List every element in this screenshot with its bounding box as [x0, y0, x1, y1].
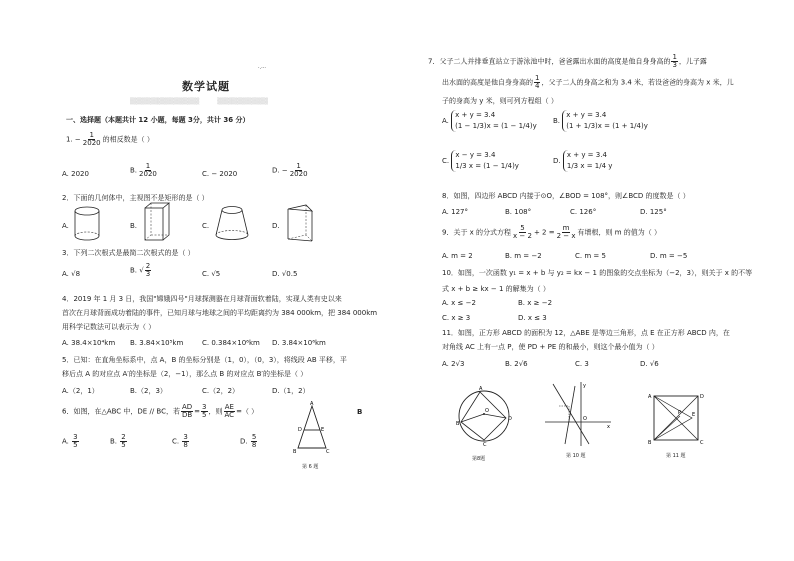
svg-text:E: E	[692, 412, 696, 418]
q2-option-c[interactable]: C.	[202, 222, 210, 230]
q4-option-b[interactable]: B. 3.84×10⁵km	[130, 339, 184, 347]
fig11-caption: 第 11 题	[666, 453, 686, 459]
svg-text:P: P	[678, 410, 682, 416]
q11-option-a[interactable]: A. 2√3	[442, 360, 465, 368]
q4-option-a[interactable]: A. 38.4×10⁴km	[62, 339, 116, 347]
question-7-line1: 7．父子二人并排垂直站立于游泳池中时，爸爸露出水面的高度是他自身身高的 $\frac{1}{3}$ ，儿子露	[428, 53, 707, 69]
q8-option-d[interactable]: D. 125°	[640, 208, 667, 216]
q1-option-c[interactable]: C. − 2020	[202, 170, 238, 178]
question-3: 3．下列二次根式是最简二次根式的是（ ）	[62, 249, 195, 257]
q8-option-a[interactable]: A. 127°	[442, 208, 468, 216]
square-figure-q11	[648, 392, 706, 444]
q5-option-a[interactable]: A.（2，1）	[62, 387, 99, 395]
q2-option-b[interactable]: B.	[130, 222, 138, 230]
question-10-line2: 式 x + b ≥ kx − 1 的解集为（ ）	[442, 285, 550, 293]
fig6-label-b: B	[293, 449, 297, 455]
q3-option-d[interactable]: D. √0.5	[272, 270, 298, 278]
fig6-label-d: D	[298, 427, 302, 433]
q3-option-b[interactable]: B. √ $\frac{2}{3}$	[130, 262, 151, 278]
triangle-figure-q6	[292, 402, 332, 454]
cylinder-figure	[74, 206, 104, 242]
q6-option-b[interactable]: B. $\frac{2}{5}$	[110, 433, 126, 449]
question-1: 1. − $\frac{1}{2020}$ 的相反数是（ ）	[66, 131, 154, 147]
q7-option-d[interactable]: D. x + y = 3.4 1/3 x = 1/4 y	[553, 150, 612, 172]
svg-text:A: A	[479, 386, 483, 392]
q8-option-b[interactable]: B. 108°	[505, 208, 532, 216]
q6-option-a[interactable]: A. $\frac{3}{5}$	[62, 433, 78, 449]
q1-option-d[interactable]: D. − $\frac{1}{2020}$	[272, 162, 308, 178]
q10-option-a[interactable]: A. x ≤ −2	[442, 299, 476, 307]
q1-option-a[interactable]: A. 2020	[62, 170, 89, 178]
question-4-line1: 4．2019 年 1 月 3 日，我国"嫦娥四号"月球探测器在月球背面软着陆，实现人类有史以来	[62, 295, 342, 303]
q8-option-c[interactable]: C. 126°	[570, 208, 597, 216]
q7-option-c[interactable]: C. x − y = 3.4 1/3 x = (1 − 1/4)y	[442, 150, 519, 172]
q3-option-a[interactable]: A. √8	[62, 270, 81, 278]
question-5-line2: 移后点 A 的对应点 A′的坐标是（2，−1），那么点 B 的对应点 B′的坐标是（ ）	[62, 370, 308, 378]
q9-option-c[interactable]: C. m = 5	[575, 252, 606, 260]
q9-option-d[interactable]: D. m = −5	[650, 252, 688, 260]
question-7-line3: 子的身高为 y 米，则可列方程组（ ）	[442, 97, 558, 105]
question-6: 6．如图，在△ABC 中，DE // BC，若 $\frac{AD}{DB}$ = $\frac{3}{5}$ ，则 $\frac{AE}{AC}$ =（ ）	[62, 403, 259, 419]
question-5-line1: 5．已知：在直角坐标系中，点 A，B 的坐标分别是（1，0），（0，3），将线段 AB 平移，平	[62, 356, 347, 364]
frustum-figure	[214, 205, 250, 241]
q9-option-a[interactable]: A. m = 2	[442, 252, 473, 260]
page-title: 数学试题	[182, 80, 230, 93]
question-11-line1: 11．如图，正方形 ABCD 的面积为 12，△ABE 是等边三角形，点 E 在正方形 ABCD 内，在	[442, 329, 730, 337]
q10-option-c[interactable]: C. x ≥ 3	[442, 314, 471, 322]
circle-figure-q8	[456, 388, 516, 448]
fig6-label-c: C	[326, 449, 330, 455]
svg-text:x: x	[607, 424, 610, 430]
q2-option-a[interactable]: A.	[62, 222, 69, 230]
q6-option-c[interactable]: C. $\frac{3}{8}$	[172, 433, 188, 449]
q11-option-c[interactable]: C. 3	[575, 360, 589, 368]
fig6-caption: 第 6 题	[302, 464, 319, 470]
question-7-line2: 出水面的高度是他自身身高的 $\frac{1}{4}$ ，父子二人的身高之和为 3.4 米，若设爸爸的身高为 x 米，儿	[442, 74, 734, 90]
q7-option-a[interactable]: A. x + y = 3.4 (1 − 1/3)x = (1 − 1/4)y	[442, 110, 537, 132]
section-heading: 一、选择题（本题共计 12 小题，每题 3分，共计 36 分）	[66, 116, 250, 124]
svg-text:y: y	[583, 383, 586, 389]
blurred-info-line: ▒▒▒▒▒▒▒▒▒▒▒▒▒▒▒ ▒▒▒▒▒▒▒▒▒▒▒	[130, 98, 268, 105]
q10-option-d[interactable]: D. x ≤ 3	[518, 314, 547, 322]
q7-option-b[interactable]: B. x + y = 3.4 (1 + 1/3)x = (1 + 1/4)y	[553, 110, 648, 132]
question-4-line3: 用科学记数法可以表示为（ ）	[62, 323, 156, 331]
fig6-label-a: A	[310, 401, 314, 407]
graph-figure-q10	[545, 382, 615, 448]
q11-option-d[interactable]: D. √6	[640, 360, 659, 368]
svg-text:O: O	[485, 408, 489, 414]
cuboid-figure	[143, 202, 171, 242]
svg-text:B: B	[456, 421, 460, 427]
stray-mark: B	[357, 408, 363, 416]
svg-text:O: O	[583, 416, 587, 422]
fig10-caption: 第 10 题	[566, 453, 586, 459]
question-8: 8．如图，四边形 ABCD 内接于⊙O，∠BOD = 108°，则∠BCD 的度数是（ ）	[442, 192, 690, 200]
q3-option-c[interactable]: C. √5	[202, 270, 221, 278]
q4-option-d[interactable]: D. 3.84×10⁶km	[272, 339, 326, 347]
q9-option-b[interactable]: B. m = −2	[505, 252, 542, 260]
svg-text:C: C	[483, 442, 487, 448]
q1-option-b[interactable]: B. $\frac{1}{2020}$	[130, 162, 157, 178]
question-4-line2: 首次在月球背面成功着陆的事件，已知月球与地球之间的平均距离约为 384 000km，把 384 000km	[62, 309, 378, 317]
svg-text:B: B	[648, 440, 652, 446]
question-10-line1: 10．如图，一次函数 y₁ = x + b 与 y₂ = kx − 1 的图象的交点坐标为（−2，3），则关于 x 的不等	[442, 269, 753, 277]
q11-option-b[interactable]: B. 2√6	[505, 360, 528, 368]
q5-option-c[interactable]: C.（2，2）	[202, 387, 240, 395]
q2-option-d[interactable]: D.	[272, 222, 280, 230]
prism-figure	[286, 203, 316, 243]
question-11-line2: 对角线 AC 上有一点 P，使 PD + PE 的和最小，则这个最小值为（ ）	[442, 343, 659, 351]
fig6-label-e: E	[321, 427, 325, 433]
svg-text:C: C	[700, 440, 704, 446]
svg-text:D: D	[508, 416, 512, 422]
q10-option-b[interactable]: B. x ≥ −2	[518, 299, 553, 307]
q5-option-b[interactable]: B.（2，3）	[130, 387, 167, 395]
header-mark: ·.···	[258, 65, 266, 71]
fig8-caption: 第8题	[472, 456, 486, 462]
svg-text:D: D	[700, 394, 704, 400]
q6-option-d[interactable]: D. $\frac{5}{8}$	[240, 433, 257, 449]
svg-text:A: A	[648, 394, 652, 400]
q5-option-d[interactable]: D.（1，2）	[272, 387, 310, 395]
q4-option-c[interactable]: C. 0.384×10⁶km	[202, 339, 260, 347]
question-9: 9．关于 x 的分式方程 $\frac{5}{x - 2}$ + 2 = $\frac{m}{2 - x}$ 有增根，则 m 的值为（ ）	[442, 224, 662, 240]
question-2: 2．下面的几何体中，主视图不是矩形的是（ ）	[62, 194, 209, 202]
